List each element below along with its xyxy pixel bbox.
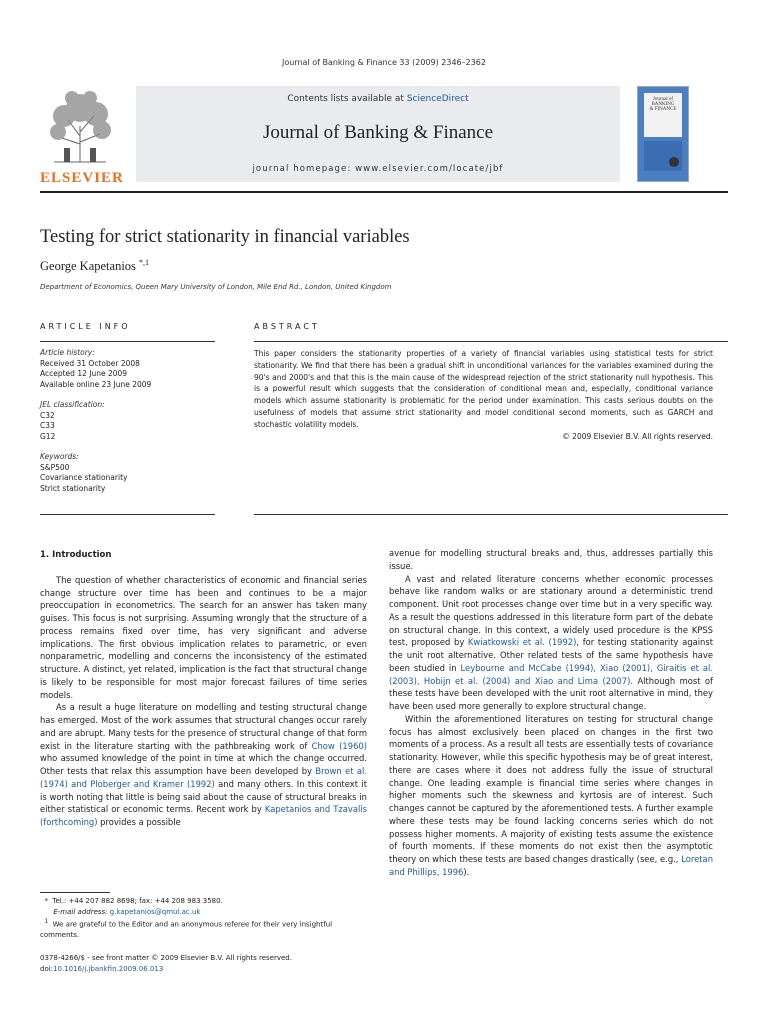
cover-line3: & FINANCE bbox=[649, 107, 677, 112]
cover-line1: Journal of bbox=[652, 97, 674, 102]
contents-prefix: Contents lists available at bbox=[287, 94, 407, 104]
cover-disc-icon bbox=[669, 157, 679, 167]
history-received: Received 31 October 2008 bbox=[40, 358, 140, 368]
abstract-text: This paper considers the stationarity properties of a variety of financial variables using statistical tests for strict stationarity. We find that there has been a gradual shift in unconditional variances for the variables examined during the 90's and 2000's and that this is the main cause of the widespread rejection of the strict stationarity null hypothesis. This is a powerful result which suggests that the consideration of conditional mean and, especially, conditional variance models which assume stationarity is problematic for the period under examination. This casts serious doubts on the usefulness of models that assume strict stationarity and model conditional second moments, such as GARCH and stochastic volatility models. bbox=[254, 349, 713, 429]
abstract-copyright: © 2009 Elsevier B.V. All rights reserved. bbox=[562, 431, 713, 441]
citation-link[interactable]: Kwiatkowski et al. (1992) bbox=[467, 637, 577, 648]
footnote-acknowledgement-text: We are grateful to the Editor and an anonymous referee for their very insightful comments. bbox=[40, 920, 333, 939]
footnote-contact bbox=[40, 896, 370, 907]
author-marks[interactable]: *,1 bbox=[139, 258, 150, 267]
history-label: Article history: bbox=[40, 348, 95, 357]
keyword: Strict stationarity bbox=[40, 483, 106, 493]
article-author bbox=[40, 258, 149, 274]
text-run: and many others. In this context it is worth noting that little is being said about the cause of structural breaks in either statistical or economic terms. Recent work by bbox=[40, 778, 367, 815]
author-affiliation: Department of Economics, Queen Mary University of London, Mile End Rd., London, United Kingdom bbox=[40, 283, 392, 291]
citation-link[interactable]: Chow (1960) bbox=[311, 740, 367, 751]
journal-title[interactable]: Journal of Banking & Finance bbox=[262, 122, 494, 143]
text-run: who assumed knowledge of the point in time at which the change occurred. Other tests that relax this assumption have been developed by bbox=[40, 753, 367, 776]
history-accepted: Accepted 12 June 2009 bbox=[40, 369, 128, 378]
journal-homepage bbox=[136, 164, 620, 174]
author-name[interactable]: George Kapetanios bbox=[40, 259, 136, 274]
jel-code: G12 bbox=[40, 431, 56, 441]
elsevier-logo[interactable] bbox=[40, 86, 124, 186]
right-column bbox=[389, 547, 713, 879]
sciencedirect-link[interactable]: ScienceDirect bbox=[406, 94, 469, 104]
footnotes bbox=[40, 896, 370, 940]
citation-link[interactable]: Loretan and Phillips, 1996 bbox=[389, 854, 713, 877]
jel-label: JEL classification: bbox=[40, 400, 105, 409]
doi-link[interactable]: 10.1016/j.jbankfin.2009.06.013 bbox=[53, 965, 164, 973]
footnote-contact-text: Tel.: +44 207 882 8698; fax: +44 208 983 3580. bbox=[52, 897, 223, 905]
citation-link[interactable]: Kapetanios and Tzavalis (forthcoming) bbox=[40, 804, 367, 827]
left-column bbox=[40, 549, 367, 829]
header-rule bbox=[40, 191, 728, 193]
article-title: Testing for strict stationarity in financial variables bbox=[40, 227, 410, 247]
cover-line2: BANKING bbox=[651, 102, 675, 107]
abstract bbox=[254, 348, 713, 442]
keyword: Covariance stationarity bbox=[40, 473, 128, 482]
cover-label bbox=[644, 93, 682, 137]
keywords-label: Keywords: bbox=[40, 452, 79, 461]
text-run: . Although most of these tests have been developed with the unit root alternative in mind, they have been used more generally to explore structural change. bbox=[389, 675, 714, 711]
email-link[interactable]: g.kapetanios@qmul.ac.uk bbox=[109, 907, 201, 916]
citation-link[interactable]: Brown et al. (1974) and Ploberger and Kramer (1992) bbox=[40, 766, 367, 789]
footnote-mark: 1 bbox=[44, 919, 49, 925]
journal-cover-thumbnail[interactable] bbox=[637, 86, 689, 182]
keywords bbox=[40, 452, 215, 494]
publisher-wordmark: ELSEVIER bbox=[40, 170, 124, 186]
abstract-rule bbox=[254, 341, 728, 342]
keyword: S&P500 bbox=[40, 462, 70, 472]
citation-link[interactable]: Leybourne and McCabe (1994), Xiao (2001), Giraitis et al. (2003), Hobijn et al. (2004) and Xiao and Lima (2007) bbox=[389, 662, 713, 686]
text-run: Within the aforementioned literatures on testing for structural change focus has almost exclusively been placed on changes in the first two moments of a process. As a result all tests are essentially tests of covariance stationarity. However, while this specific hypothesis may be of great interest, there are cases where it does not address fully the issue of structural change. One leading example is financial time series where changes in higher moments such the skewness and kyrtosis are of interest. Such changes cannot be captured by the aforementioned tests. A further example where these tests may be found lacking concerns series which do not possess higher moments. A majority of existing tests assume the existence of fourth moments. If these moments do not exist then the asymptotic theory on which these tests are based changes drastically (see, e.g., bbox=[389, 713, 713, 864]
issn-line: 0378-4266/$ - see front matter © 2009 Elsevier B.V. All rights reserved. bbox=[40, 954, 292, 962]
jel-classification bbox=[40, 400, 215, 442]
intro-paragraph: The question of whether characteristics of economic and financial series change structure over time has been and continues to be a major preoccupation in econometrics. The search for an answer has taken many guises. This focus is not surprising. Assuming wrongly that the structure of a process remains fixed over time, has very significant and adverse implications. The first obvious implication relates to parametric, or even nonparametric, modelling and concerns the inconsistency of the estimated structure. A distinct, yet related, implication is the fact that structural change is likely to be responsible for most major forecast failures of time series models. bbox=[40, 574, 367, 700]
article-info-bottom-rule bbox=[40, 514, 215, 515]
text-run: As a result a huge literature on modelling and testing structural change has emerged. Most of the work assumes that structural changes occur rarely and are abrupt. Many tests for the presence of structural change of that form exist in the literature starting with the pathbreaking work of bbox=[40, 702, 367, 751]
history-online: Available online 23 June 2009 bbox=[40, 379, 152, 389]
text-run: A vast and related literature concerns whether economic processes behave like random walks or are stationary around a deterministic trend component. Unit root processes change over time but in a very specific way. As a result the questions addressed in this literature form part of the debate on structural change. In this context, a widely used procedure is the KPSS test, proposed by bbox=[389, 573, 713, 648]
jel-code: C33 bbox=[40, 421, 55, 430]
intro-paragraph bbox=[40, 701, 367, 829]
abstract-heading: ABSTRACT bbox=[254, 322, 320, 331]
elsevier-tree-icon bbox=[40, 86, 120, 164]
cover-stripe bbox=[644, 141, 682, 171]
doi-line bbox=[40, 964, 370, 975]
contents-line bbox=[136, 94, 620, 104]
footnote-rule bbox=[40, 892, 110, 893]
article-history bbox=[40, 348, 215, 390]
journal-masthead bbox=[136, 86, 620, 182]
abstract-bottom-rule bbox=[254, 514, 728, 515]
intro-paragraph bbox=[389, 713, 713, 879]
intro-paragraph bbox=[389, 573, 713, 713]
footnote-acknowledgement bbox=[40, 917, 370, 940]
article-info bbox=[40, 348, 215, 504]
homepage-prefix: journal homepage: bbox=[252, 164, 356, 174]
text-run: , for testing stationarity against the unit root alternative. Other related tests of the same hypothesis have been studied in bbox=[389, 637, 714, 673]
jel-code: C32 bbox=[40, 410, 55, 420]
text-run: provides a possible bbox=[97, 817, 181, 827]
footnote-mark: * bbox=[44, 897, 48, 905]
email-label: E-mail address: bbox=[53, 907, 108, 916]
homepage-url[interactable]: www.elsevier.com/locate/jbf bbox=[355, 164, 504, 174]
doi-label: doi: bbox=[40, 965, 54, 973]
section-heading: 1. Introduction bbox=[40, 550, 112, 560]
journal-reference: Journal of Banking & Finance 33 (2009) 2346–2362 bbox=[282, 58, 486, 67]
intro-paragraph: avenue for modelling structural breaks and, thus, addresses partially this issue. bbox=[389, 548, 713, 571]
article-info-rule bbox=[40, 341, 215, 342]
footnote-email bbox=[40, 907, 370, 918]
text-run: ). bbox=[463, 866, 470, 877]
front-matter bbox=[40, 953, 370, 975]
article-info-heading: ARTICLE INFO bbox=[40, 322, 131, 331]
